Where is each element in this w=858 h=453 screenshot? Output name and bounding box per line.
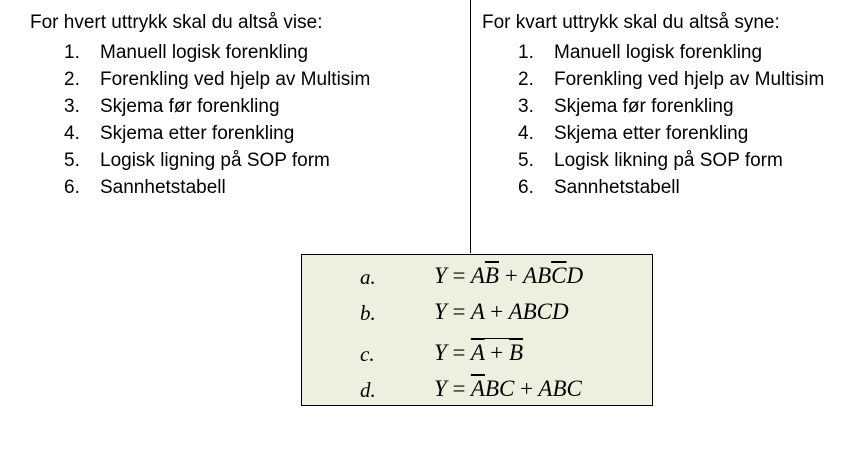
list-item: 4. Skjema etter forenkling <box>518 123 749 144</box>
equation-row-a <box>302 259 652 295</box>
list-item: 6. Sannhetstabell <box>518 177 680 198</box>
equation-label: c. <box>360 342 375 366</box>
equation-expression: Y = A + ABCD <box>434 299 569 324</box>
equation-label: d. <box>360 378 376 402</box>
equation-row-b <box>302 295 652 331</box>
left-list <box>30 39 370 201</box>
list-item: 1. Manuell logisk forenkling <box>64 42 309 63</box>
list-item: 3. Skjema før forenkling <box>518 96 734 117</box>
equation-row-c <box>302 336 652 372</box>
list-item: 6. Sannhetstabell <box>64 177 226 198</box>
list-item: 3. Skjema før forenkling <box>64 96 280 117</box>
left-column <box>30 12 370 201</box>
column-divider <box>470 0 471 253</box>
equation-row-d <box>302 372 652 408</box>
list-item: 4. Skjema etter forenkling <box>64 123 295 144</box>
list-item: 2. Forenkling ved hjelp av Multisim <box>64 69 371 90</box>
equation-label: b. <box>360 301 376 325</box>
list-item: 2. Forenkling ved hjelp av Multisim <box>518 69 825 90</box>
right-intro: For kvart uttrykk skal du altså syne: <box>482 12 780 33</box>
right-list <box>482 39 824 201</box>
list-item: 1. Manuell logisk forenkling <box>518 42 763 63</box>
left-intro: For hvert uttrykk skal du altså vise: <box>30 12 323 33</box>
list-item: 5. Logisk ligning på SOP form <box>64 150 330 171</box>
equation-expression: $Y = \overline{A}BC$ + ABC <box>434 376 582 401</box>
right-column <box>482 12 824 201</box>
equation-expression: $Y = A\overline{B} + AB\overline{C}D$ <box>434 263 584 288</box>
list-item: 5. Logisk likning på SOP form <box>518 150 783 171</box>
equation-expression: $Y = \overline{A} + \overline{B}$ <box>434 340 524 365</box>
equation-box <box>301 254 653 406</box>
equation-label: a. <box>360 265 376 289</box>
